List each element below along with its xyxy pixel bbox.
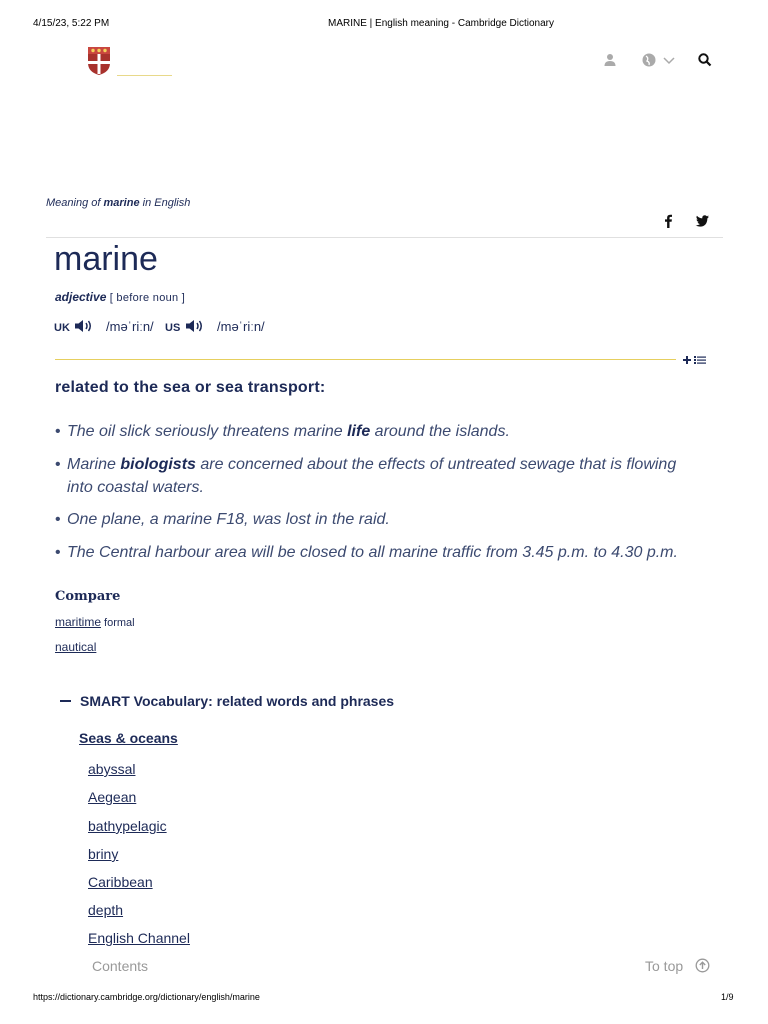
xref-word[interactable]: maritime	[55, 615, 102, 629]
part-of-speech: adjective	[55, 290, 107, 304]
example-sentence	[55, 453, 695, 499]
print-title: MARINE | English meaning - Cambridge Dictionary	[327, 18, 554, 29]
example-sentence	[55, 508, 695, 531]
bullet: •	[55, 423, 61, 440]
logo-underline	[117, 75, 172, 76]
search-icon[interactable]	[697, 52, 713, 68]
pronunciation-us	[165, 319, 180, 334]
example-text: One plane, a marine F18, was lost in the raid.	[67, 511, 390, 528]
example-text: are concerned about the effects of untreated sewage that is flowing into coastal waters.	[67, 456, 677, 496]
minus-icon	[60, 700, 71, 702]
related-word-link[interactable]: abyssal	[88, 761, 136, 777]
smart-vocabulary-toggle[interactable]	[60, 693, 394, 709]
user-icon[interactable]	[602, 52, 618, 68]
print-footer-url: https://dictionary.cambridge.org/dictionary/english/marine	[33, 992, 260, 1002]
compare-label: Compare	[55, 589, 121, 604]
print-page-number: 1/9	[721, 992, 734, 1002]
example-text: The oil slick seriously threatens marine	[67, 423, 348, 440]
part-of-speech-line	[55, 290, 185, 304]
audio-us-speaker-icon[interactable]	[185, 318, 205, 334]
facebook-icon[interactable]	[660, 213, 676, 229]
xref-word[interactable]: nautical	[55, 640, 97, 654]
related-word-link[interactable]: briny	[88, 846, 119, 862]
breadcrumb	[46, 197, 190, 209]
example-text: Marine	[67, 456, 121, 473]
related-word-link[interactable]: Caribbean	[88, 874, 153, 890]
headword: marine	[54, 240, 158, 278]
definition: related to the sea or sea transport:	[55, 379, 326, 396]
example-sentence	[55, 420, 695, 443]
xref-maritime[interactable]	[55, 615, 135, 629]
bullet: •	[55, 456, 61, 473]
print-datetime: 4/15/23, 5:22 PM	[33, 18, 110, 29]
topic-link[interactable]: Seas & oceans	[79, 730, 178, 746]
to-top-button[interactable]: To top	[645, 958, 684, 974]
region-label-uk: UK	[54, 322, 70, 334]
related-word-link[interactable]: English Channel	[88, 930, 190, 946]
bullet: •	[55, 544, 61, 561]
related-word-link[interactable]: Aegean	[88, 789, 137, 805]
example-sentence	[55, 541, 695, 564]
bullet: •	[55, 511, 61, 528]
register-label: formal	[104, 617, 135, 629]
example-text: The Central harbour area will be closed to all marine traffic from 3.45 p.m. to 4.30 p.m.	[67, 544, 678, 561]
chevron-down-icon[interactable]	[661, 52, 677, 68]
related-word-link[interactable]: depth	[88, 902, 124, 918]
example-text: around the islands.	[370, 423, 510, 440]
example-keyword: biologists	[120, 456, 196, 473]
globe-icon[interactable]	[641, 52, 657, 68]
ipa-uk: /məˈriːn/	[106, 319, 154, 334]
contents-button[interactable]: Contents	[92, 958, 149, 974]
grammar-label: [ before noun ]	[109, 292, 186, 304]
cambridge-crest-logo[interactable]	[87, 46, 111, 76]
region-label-us: US	[165, 322, 181, 334]
breadcrumb-suffix: in English	[142, 197, 191, 209]
breadcrumb-word: marine	[103, 197, 140, 209]
arrow-up-circle-icon[interactable]	[695, 958, 710, 973]
audio-uk-speaker-icon[interactable]	[74, 318, 94, 334]
smart-vocabulary-title: SMART Vocabulary: related words and phrases	[80, 693, 395, 709]
related-word-link[interactable]: bathypelagic	[88, 818, 167, 834]
breadcrumb-prefix: Meaning of	[46, 197, 101, 209]
twitter-icon[interactable]	[694, 213, 710, 229]
sense-divider	[55, 359, 676, 360]
ipa-us: /məˈriːn/	[217, 319, 265, 334]
header-divider	[46, 237, 723, 238]
add-to-wordlist-icon[interactable]	[683, 354, 707, 366]
example-keyword: life	[347, 423, 371, 440]
pronunciation-uk	[54, 319, 70, 334]
xref-nautical[interactable]	[55, 640, 96, 654]
